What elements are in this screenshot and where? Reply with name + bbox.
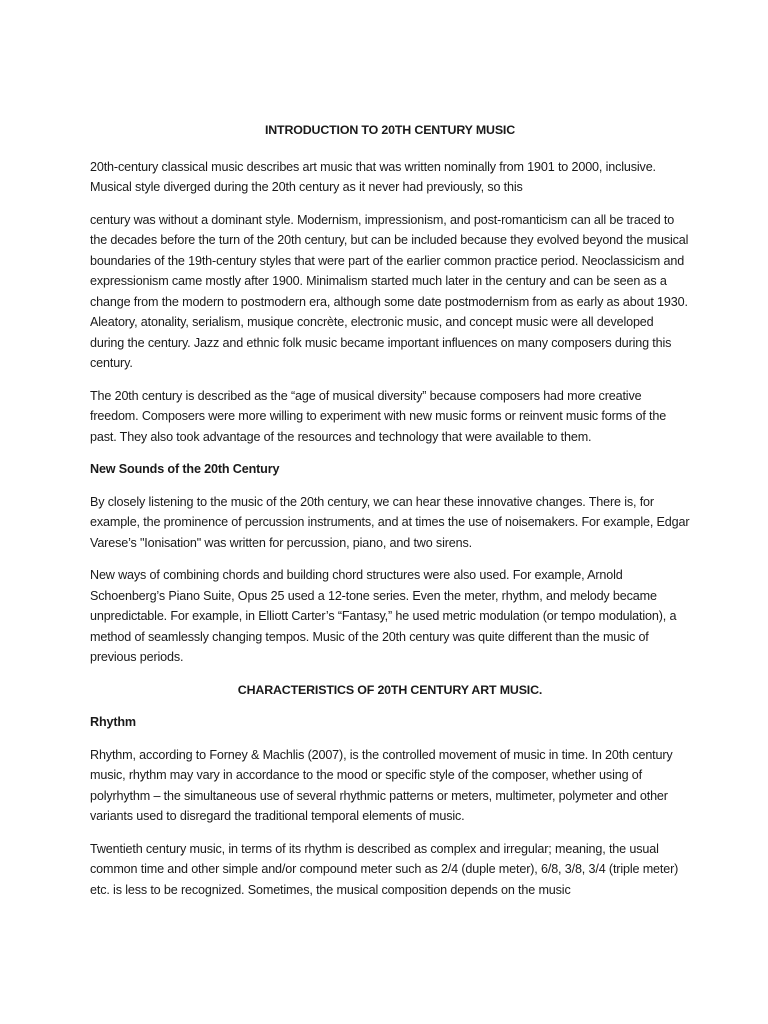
- subheading-rhythm: Rhythm: [90, 715, 136, 729]
- heading-characteristics: CHARACTERISTICS OF 20TH CENTURY ART MUSIC.: [237, 682, 543, 697]
- document-title: INTRODUCTION TO 20TH CENTURY MUSIC: [264, 123, 516, 137]
- paragraph-styles: century was without a dominant style. Modernism, impressionism, and post-romanticism can all be traced to the decades before the turn of the 20th century, but can be included because they evolved beyond the musical boundaries of the 19th-century styles that were part of the earlier common practice period. Neoclassicism and expressionism came mostly after 1900. Minimalism started much later in the century and can be seen as a change from the modern to postmodern era, although some date postmodernism from as early as about 1930. Aleatory, atonality, serialism, musique concrète, electronic music, and concept music were all developed during the century. Jazz and ethnic folk music became important influences on many composers during this century.: [90, 212, 689, 370]
- paragraph-rhythm-complexity: Twentieth century music, in terms of its rhythm is described as complex and irregular; meaning, the usual common time and other simple and/or compound meter such as 2/4 (duple meter), 6/8, 3/8, 3/4 (triple meter) etc. is less to be recognized. Sometimes, the musical composition depends on the music: [90, 841, 679, 897]
- paragraph-rhythm-definition: Rhythm, according to Forney & Machlis (2007), is the controlled movement of music in time. In 20th century music, rhythm may vary in accordance to the mood or specific style of the composer, whether using of polyrhythm – the simultaneous use of several rhythmic patterns or meters, multimeter, polymeter and other variants used to disregard the traditional temporal elements of music.: [90, 747, 673, 823]
- subheading-new-sounds: New Sounds of the 20th Century: [90, 462, 280, 476]
- document-page: [90, 120, 690, 912]
- paragraph-diversity: The 20th century is described as the “age of musical diversity” because composers had more creative freedom. Composers were more willing to experiment with new music forms or reinvent music forms of the past. They also took advantage of the resources and technology that were available to them.: [90, 388, 667, 444]
- paragraph-intro: 20th-century classical music describes art music that was written nominally from 1901 to 2000, inclusive. Musical style diverged during the 20th century as it never had previously, so this: [90, 159, 656, 194]
- paragraph-percussion: By closely listening to the music of the 20th century, we can hear these innovative changes. There is, for example, the prominence of percussion instruments, and at times the use of noisemakers. For example, Edgar Varese’s "Ionisation" was written for percussion, piano, and two sirens.: [90, 494, 690, 550]
- paragraph-chords: New ways of combining chords and building chord structures were also used. For example, Arnold Schoenberg’s Piano Suite, Opus 25 used a 12-tone series. Even the meter, rhythm, and melody became unpredictable. For example, in Elliott Carter’s “Fantasy,” he used metric modulation (or tempo modulation), a method of seamlessly changing tempos. Music of the 20th century was quite different than the music of previous periods.: [90, 568, 677, 664]
